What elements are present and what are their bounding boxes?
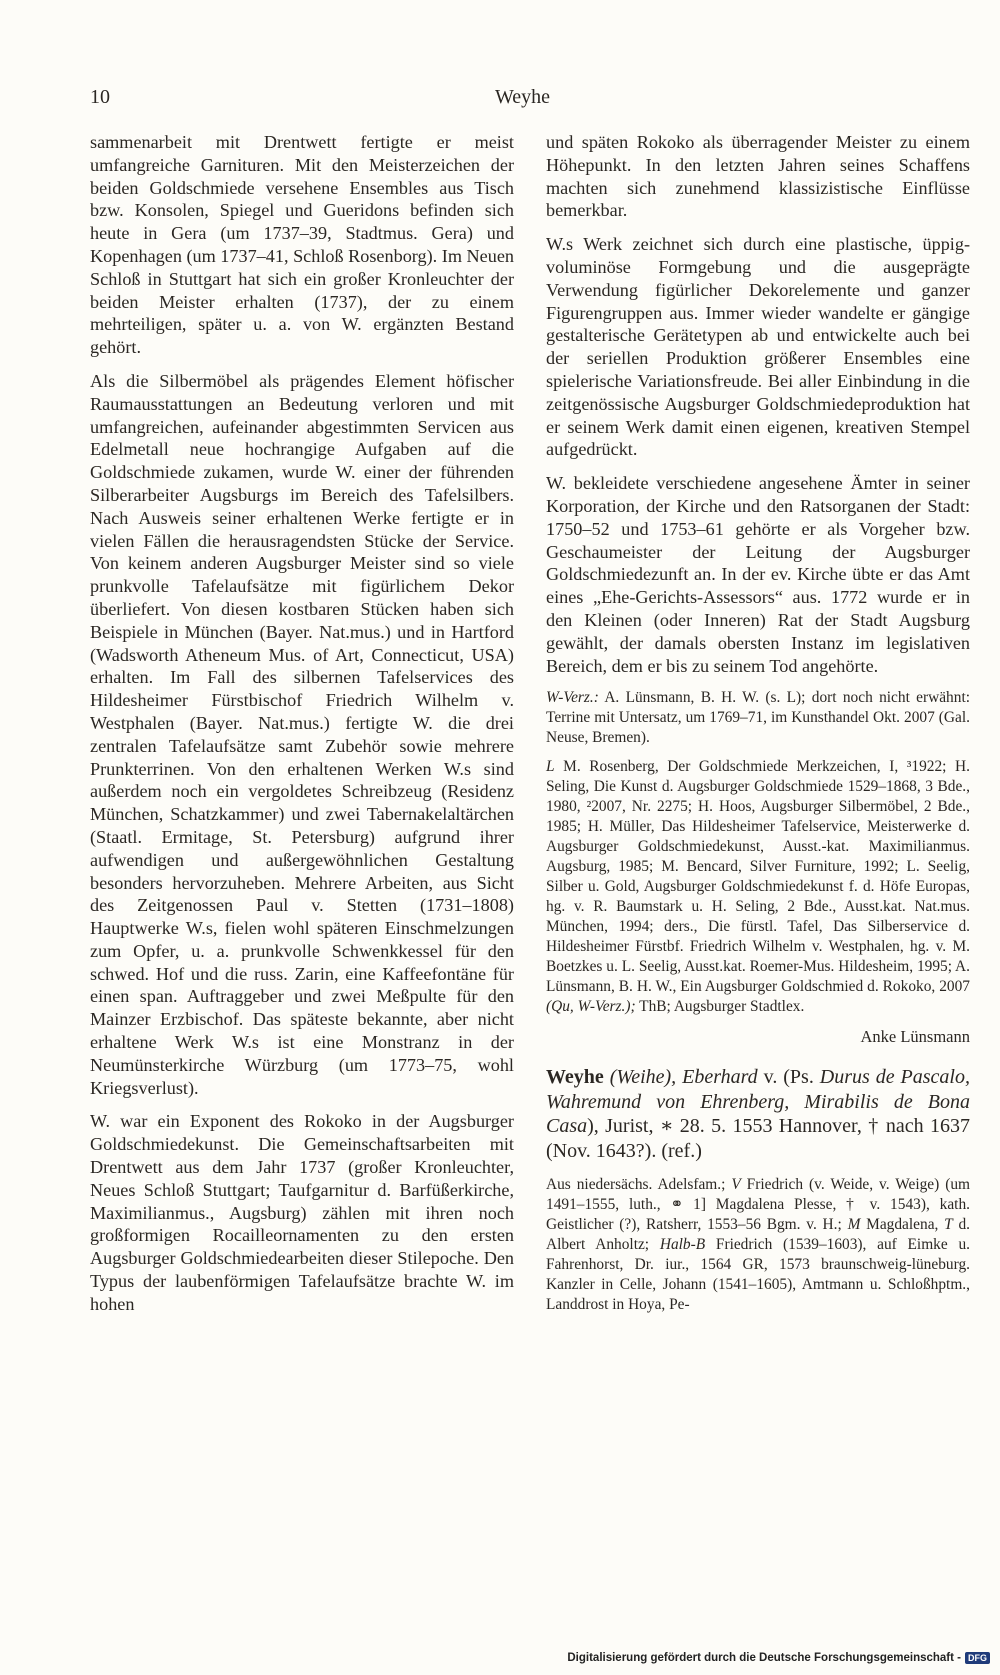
paragraph: Als die Silbermöbel als prägendes Element höfischer Raumausstattungen an Bedeutung verloren und mit umfangreichen, aufeinander abgestimmten Servicen aus Edelmetall neue hochrangige Aufgaben auf die Goldschmiede zukamen, wurde W. einer der führenden Silberarbeiter Augsburgs im Bereich des Tafelsilbers. Nach Ausweis seiner erhaltenen Werke fertigte er in vielen Fällen die herausragendsten Stücke der Service. Von keinem anderen Augsburger Meister sind so viele prunkvolle Tafelaufsätze mit figürlichem Dekor überliefert. Von diesen kostbaren Stücken haben sich Beispiele in München (Bayer. Nat.mus.) und in Hartford (Wadsworth Atheneum Mus. of Art, Connecticut, USA) erhalten. Im Fall des silbernen Tafelservices des Hildesheimer Fürstbischof Friedrich Wilhelm v. Westphalen (Bayer. Nat.mus.) fertigte W. die drei zentralen Tafelaufsätze samt Zubehör sowie mehrere Prunkterrinen. Von den erhaltenen Werken W.s sind außerdem noch ein vergoldetes Schreibzeug (Residenz München, Schatzkammer) und zwei Tabernakelaltärchen (Staatl. Ermitage, St. Petersburg) aufgrund ihrer aufwendigen und außergewöhnlichen Gestaltung besonders hervorzuheben. Mehrere Arbeiten, aus Sicht des Zeitgenossen Paul v. Stetten (1731–1808) Hauptwerke W.s, fielen wohl späteren Einschmelzungen zum Opfer, u. a. prunkvolle Schwenkkessel für den schwed. Hof und die russ. Zarin, eine Kaffeefontäne für einen span. Auftraggeber und zwei Meßpulte für den Mainzer Erzbischof. Das späteste bekannte, aber nicht erhaltene Werk W.s ist eine Monstranz in der Neumünsterkirche Würzburg (um 1773–75, wohl Kriegsverlust). <box>90 370 514 1098</box>
entry-rest: ), Jurist, ∗ 28. 5. 1553 Hannover, † nach 1637 (Nov. 1643?). (ref.) <box>546 1115 970 1162</box>
paragraph: sammenarbeit mit Drentwett fertigte er meist umfangreiche Garnituren. Mit den Meisterzeichen der beiden Goldschmiede versehene Ensembles aus Tisch bzw. Konsolen, Spiegel und Gueridons befinden sich heute in Gera (um 1737–39, Stadtmus. Gera) und Kopenhagen (um 1737–41, Schloß Rosenborg). Im Neuen Schloß in Stuttgart hat sich ein großer Kronleuchter der beiden Meister erhalten (1737), der zu einem mehrteiligen, später u. a. von W. ergänzten Bestand gehört. <box>90 132 514 358</box>
digitization-footer <box>567 1652 990 1664</box>
family-text: Aus niedersächs. Adelsfam.; <box>546 1175 732 1193</box>
right-column <box>546 131 970 1324</box>
works-list-text: A. Lünsmann, B. H. W. (s. L); dort noch nicht erwähnt: Terrine mit Untersatz, um 1769–71, im Kunsthandel Okt. 2007 (Gal. Neuse, Bremen). <box>546 689 970 747</box>
family-abbr: T <box>944 1215 953 1233</box>
family-abbr: V <box>731 1175 741 1193</box>
entry-alias: (Weihe), Eberhard <box>603 1066 758 1089</box>
entry-pseudonyms: Durus de Pascalo, Wahremund von Ehrenberg, Mirabilis de Bona Casa <box>546 1066 970 1138</box>
author: Anke Lünsmann <box>860 1027 970 1047</box>
literature-text: M. Rosenberg, Der Goldschmiede Merkzeichen, I, ³1922; H. Seling, Die Kunst d. Augsburger Goldschmiede 1529–1868, 3 Bde., 1980, ²2007, Nr. 2275; H. Hoos, Augsburger Silbermöbel, 2 Bde., 1985; H. Müller, Das Hildesheimer Tafelservice, Meisterwerke d. Augsburger Goldschmiedekunst, Ausst.-kat. Maximilianmus. Augsburg, 1985; M. Bencard, Silver Furniture, 1992; L. Seelig, Silber u. Gold, Augsburger Goldschmiedekunst f. d. Höfe Europas, hg. v. R. Baumstark u. H. Seling, 2 Bde., Ausst.kat. Nat.mus. München, 1994; ders., Die fürstl. Tafel, Das Silberservice d. Hildesheimer Fürstbf. Friedrich Wilhelm v. Westphalen, hg. v. M. Boetzkes u. L. Seelig, Ausst.kat. Roemer-Mus. Hildesheim, 1995; A. Lünsmann, B. H. W., Ein Augsburger Goldschmied d. Rokoko, 2007 <box>546 758 970 996</box>
paragraph: W. bekleidete verschiedene angesehene Ämter in seiner Korporation, der Kirche und den Ratsorganen der Stadt: 1750–52 und 1753–61 gehörte er als Vorgeher bzw. Geschaumeister der Leitung der Augsburger Goldschmiedezunft an. In der ev. Kirche übte er das Amt eines „Ehe-Gerichts-Assessors“ aus. 1772 wurde er in den Kleinen (oder Inneren) Rat der Stadt Augsburg gewählt, der damals obersten Instanz im legislativen Bereich, dem er bis zu seinem Tod angehörte. <box>546 473 970 676</box>
entry-name: Weyhe <box>546 1066 604 1089</box>
family-abbr: M <box>847 1215 861 1233</box>
literature-italic: (Qu, W-Verz.); <box>546 998 636 1016</box>
running-title: Weyhe <box>495 86 551 108</box>
family-info <box>546 1175 970 1315</box>
page-number: 10 <box>90 86 110 108</box>
works-list <box>546 688 970 748</box>
family-text: d. Albert Anholtz; <box>546 1215 971 1253</box>
footer-text: Digitalisierung gefördert durch die Deutsche Forschungsgemeinschaft - <box>567 1652 961 1664</box>
left-column <box>90 131 514 1327</box>
paragraph: W. war ein Exponent des Rokoko in der Augsburger Goldschmiedekunst. Die Gemeinschaftsarbeiten mit Drentwett aus dem Jahr 1737 (großer Kronleuchter, Neues Schloß Stuttgart; Taufgarnitur d. Barfüßerkirche, Maximilianmus., Augsburg) zählen mit ihren noch großformigen Rocailleornamenten zu den ersten Augsburger Goldschmiedearbeiten dieser Stilepoche. Den Typus der laubenförmigen Tafelaufsätze brachte W. im hohen <box>90 1111 514 1314</box>
literature <box>546 757 970 1017</box>
works-list-label: W-Verz.: <box>546 689 599 707</box>
family-text: Friedrich (1539–1603), auf Eimke u. Fahrenhorst, Dr. iur., 1564 GR, 1573 braunschweig-lüneburg. Kanzler in Celle, Johann (1541–1605), Amtmann u. Schloßhptm., Landdrost in Hoya, Pe- <box>546 1235 970 1313</box>
paragraph: W.s Werk zeichnet sich durch eine plastische, üppig-voluminöse Formgebung und die ausgeprägte Verwendung figürlicher Dekorelemente und ganzer Figurengruppen aus. Immer wieder wandelte er gängige gestalterische Gerätetypen ab und entwickelte auch bei der seriellen Produktion größerer Ensembles eine spielerische Variationsfreude. Bei aller Einbindung in die zeitgenössische Augsburger Goldschmiedeproduktion hat er seinem Werk damit einen eigenen, kreativen Stempel aufgedrückt. <box>546 234 970 460</box>
dfg-logo-icon: DFG <box>965 1652 990 1664</box>
paragraph: und späten Rokoko als überragender Meister zu einem Höhepunkt. In den letzten Jahren seines Schaffens machten sich zunehmend klassizistische Einflüsse bemerkbar. <box>546 132 970 221</box>
literature-label: L <box>546 758 555 776</box>
entry-heading <box>546 1065 970 1163</box>
family-text: Friedrich (v. Weide, v. Weige) (um 1491–1555, luth., ⚭ 1] Magdalena Plesse, † v. 1543), kath. Geistlicher (?), Ratsherr, 1553–56 Bgm. v. H.; <box>546 1175 970 1233</box>
family-abbr: Halb-B <box>659 1235 706 1253</box>
family-text: Magdalena, <box>860 1215 945 1233</box>
literature-tail: ThB; Augsburger Stadtlex. <box>635 998 805 1016</box>
entry-v: v. (Ps. <box>757 1066 820 1089</box>
